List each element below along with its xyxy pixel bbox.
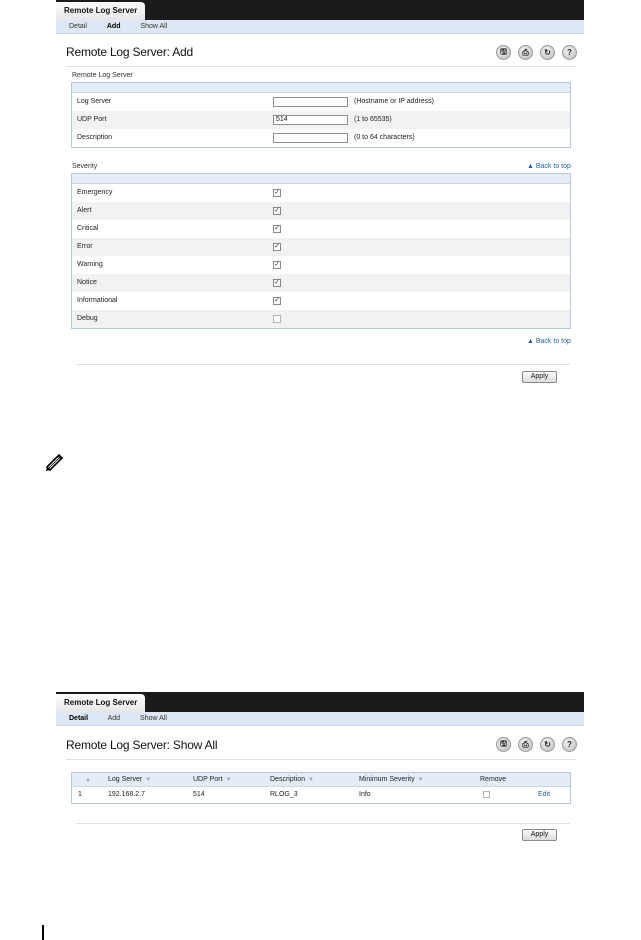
udp-port-input[interactable]: 514 (273, 115, 348, 125)
severity-checkbox[interactable]: ✓ (274, 279, 280, 286)
print-icon[interactable]: ⎙ (518, 737, 533, 752)
remove-checkbox[interactable] (483, 791, 490, 798)
severity-label: Informational (77, 297, 118, 304)
note-pencil-icon (44, 450, 66, 472)
title-divider (66, 759, 576, 760)
section-severity-label: Severity (72, 163, 98, 170)
severity-row (72, 220, 570, 238)
sort-icon: ▼ (225, 777, 232, 783)
column-minimum-severity-label: Minimum Severity (359, 776, 415, 783)
sub-navigation (56, 712, 584, 726)
severity-row (72, 310, 570, 328)
tab-remote-log-server[interactable]: Remote Log Server (56, 694, 145, 712)
severity-label: Error (77, 243, 93, 250)
severity-label: Debug (77, 315, 98, 322)
refresh-icon[interactable]: ↻ (540, 737, 555, 752)
page-title: Remote Log Server: Add (66, 45, 194, 59)
print-icon[interactable]: ⎙ (518, 45, 533, 60)
severity-checkbox[interactable]: ✓ (274, 297, 280, 304)
row-log-server: 192.168.2.7 (108, 791, 145, 798)
description-hint: (0 to 64 characters) (354, 134, 415, 141)
field-row-description (72, 129, 570, 147)
row-udp-port: 514 (193, 791, 205, 798)
refresh-icon[interactable]: ↻ (540, 45, 555, 60)
back-to-top-link[interactable]: ▲ Back to top (527, 163, 571, 170)
severity-label: Emergency (77, 189, 113, 196)
column-minimum-severity[interactable] (359, 773, 424, 787)
severity-row (72, 292, 570, 310)
remote-log-server-form (71, 82, 571, 148)
column-description[interactable] (270, 773, 314, 787)
footer-divider (76, 823, 570, 824)
severity-checkbox[interactable] (273, 315, 281, 323)
log-server-input[interactable] (273, 97, 348, 107)
field-row-udp-port (72, 111, 570, 129)
form-header (72, 83, 570, 93)
sort-icon: ▼ (308, 777, 314, 783)
section-remote-log-server-label: Remote Log Server (72, 72, 133, 79)
row-index: 1 (78, 791, 82, 798)
column-description-label: Description (270, 776, 306, 783)
severity-label: Warning (77, 261, 103, 268)
tab-bar (56, 692, 584, 712)
subnav-add[interactable]: Add (106, 23, 121, 30)
sort-icon: ▼ (417, 777, 424, 783)
column-log-server[interactable] (108, 773, 151, 787)
severity-label: Critical (77, 225, 99, 232)
save-icon[interactable]: 🖫 (496, 737, 511, 752)
back-to-top-label: Back to top (535, 338, 571, 345)
udp-port-label: UDP Port (77, 116, 107, 123)
toolbar-icons (496, 737, 577, 752)
back-to-top-link-bottom[interactable]: ▲ Back to top (527, 338, 571, 345)
severity-checkbox[interactable]: ✓ (274, 261, 280, 268)
help-icon[interactable]: ? (562, 45, 577, 60)
severity-checkbox[interactable]: ✓ (274, 207, 280, 214)
severity-row (72, 256, 570, 274)
row-description: RLOG_3 (270, 791, 298, 798)
back-to-top-label: Back to top (535, 163, 571, 170)
field-row-log-server (72, 93, 570, 111)
subnav-show-all[interactable]: Show All (140, 715, 167, 722)
description-label: Description (77, 134, 113, 141)
row-minimum-severity: Info (359, 791, 371, 798)
table-row (72, 787, 570, 803)
severity-header (72, 174, 570, 184)
sort-index-icon[interactable]: ▲ (85, 777, 91, 783)
severity-checkbox[interactable]: ✓ (274, 243, 280, 250)
severity-checkbox[interactable]: ✓ (274, 189, 280, 196)
severity-label: Notice (77, 279, 97, 286)
help-icon[interactable]: ? (562, 737, 577, 752)
page-title: Remote Log Server: Show All (66, 738, 218, 752)
udp-port-hint: (1 to 65535) (354, 116, 392, 123)
table-header (72, 773, 570, 787)
subnav-detail[interactable]: Detail (69, 715, 89, 722)
column-udp-port-label: UDP Port (193, 776, 223, 783)
subnav-add[interactable]: Add (107, 715, 121, 722)
page-margin-bar (42, 925, 44, 940)
severity-row (72, 274, 570, 292)
subnav-detail[interactable]: Detail (69, 23, 87, 30)
tab-bar (56, 0, 584, 20)
title-divider (66, 66, 576, 67)
column-remove: Remove (480, 776, 507, 783)
toolbar-icons (496, 45, 577, 60)
log-server-label: Log Server (77, 98, 112, 105)
severity-row (72, 184, 570, 202)
severity-form (71, 173, 571, 329)
edit-link[interactable]: Edit (538, 791, 551, 798)
tab-remote-log-server[interactable]: Remote Log Server (56, 2, 145, 20)
save-icon[interactable]: 🖫 (496, 45, 511, 60)
column-udp-port[interactable] (193, 773, 231, 787)
severity-checkbox[interactable]: ✓ (274, 225, 280, 232)
apply-button[interactable]: Apply (522, 829, 557, 841)
footer-divider (76, 364, 570, 365)
severity-row (72, 238, 570, 256)
severity-label: Alert (77, 207, 92, 214)
sort-icon: ▼ (145, 777, 152, 783)
column-log-server-label: Log Server (108, 776, 143, 783)
subnav-show-all[interactable]: Show All (140, 23, 168, 30)
log-server-table (71, 772, 571, 804)
log-server-hint: (Hostname or IP address) (354, 98, 435, 105)
severity-row (72, 202, 570, 220)
sub-navigation (56, 20, 584, 34)
description-input[interactable] (273, 133, 348, 143)
apply-button[interactable]: Apply (522, 371, 557, 383)
